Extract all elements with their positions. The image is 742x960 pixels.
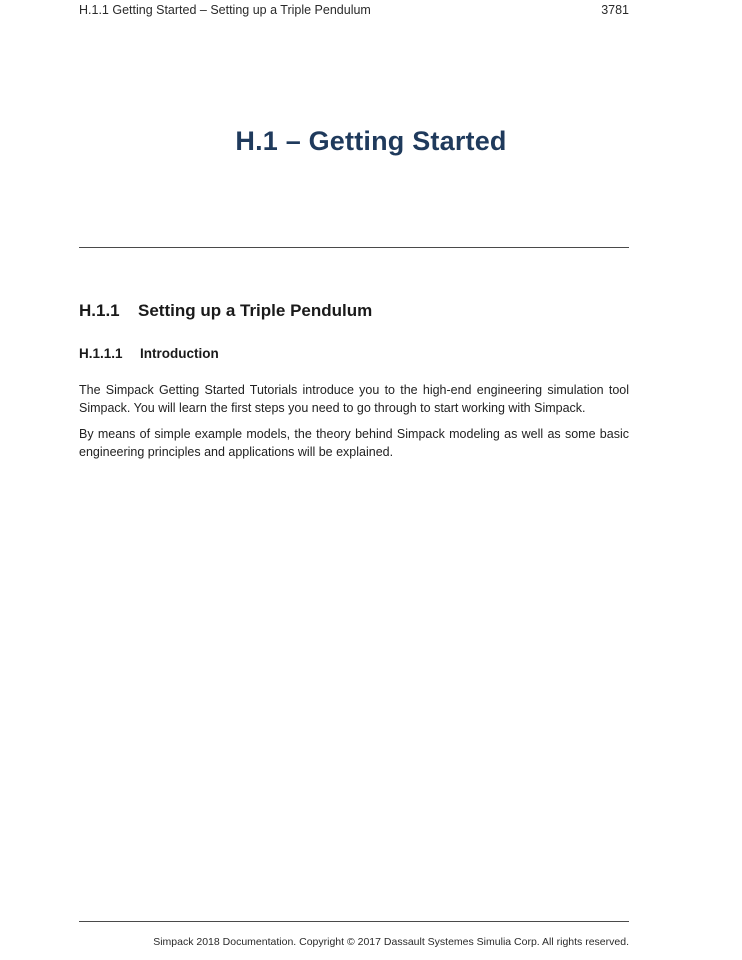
subsection-number: H.1.1.1 xyxy=(79,346,123,361)
running-title: H.1.1 Getting Started – Setting up a Triple Pendulum xyxy=(79,3,371,17)
section-title: Setting up a Triple Pendulum xyxy=(138,301,373,320)
bottom-divider xyxy=(79,921,629,922)
subsection-heading xyxy=(79,346,219,361)
intro-paragraph-2: By means of simple example models, the theory behind Simpack modeling as well as some basic engineering principles and applications will be explained. xyxy=(79,427,629,459)
intro-paragraph-1: The Simpack Getting Started Tutorials introduce you to the high-end engineering simulation tool Simpack. You will learn the first steps you need to go through to start working with Simpack. xyxy=(79,383,629,415)
top-divider xyxy=(79,247,629,248)
subsection-title: Introduction xyxy=(140,346,219,361)
page-number: 3781 xyxy=(601,3,629,17)
running-header xyxy=(79,3,629,21)
footer-copyright: Simpack 2018 Documentation. Copyright © 2017 Dassault Systemes Simulia Corp. All rights reserved. xyxy=(153,936,629,948)
section-number: H.1.1 xyxy=(79,301,120,320)
section-heading xyxy=(79,301,372,321)
chapter-title: H.1 – Getting Started xyxy=(235,126,507,156)
